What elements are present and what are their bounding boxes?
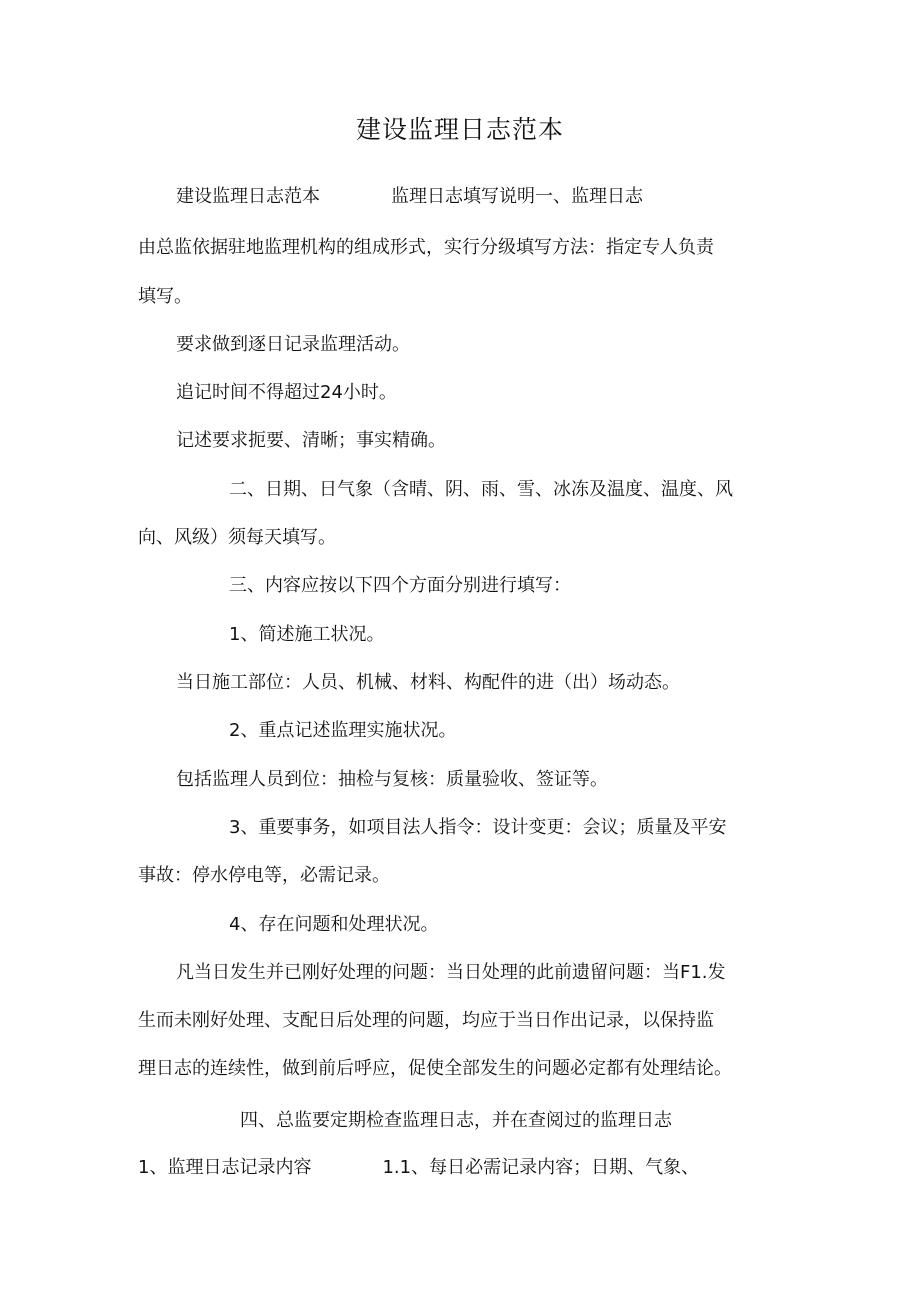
section-heading: 三、内容应按以下四个方面分别进行填写： bbox=[229, 575, 571, 596]
list-item: 1、简述施工状况。 bbox=[229, 624, 385, 645]
paragraph-line: 凡当日发生并已刚好处理的问题：当日处理的此前遗留问题：当F1.发 bbox=[176, 962, 726, 983]
closing-right: 1.1、每日必需记录内容；日期、气象、 bbox=[382, 1157, 700, 1178]
intro-subtitle: 监理日志填写说明一、监理日志 bbox=[391, 186, 643, 207]
list-item: 3、重要事务，如项目法人指令：设计变更：会议；质量及平安 bbox=[229, 817, 727, 838]
paragraph-line: 向、风级）须每天填写。 bbox=[138, 527, 336, 548]
page-title: 建设监理日志范本 bbox=[355, 115, 564, 144]
paragraph-line: 事故：停水停电等，必需记录。 bbox=[138, 865, 390, 886]
list-item: 2、重点记述监理实施状况。 bbox=[229, 720, 457, 741]
paragraph-line: 由总监依据驻地监理机构的组成形式，实行分级填写方法：指定专人负责 bbox=[138, 237, 714, 258]
paragraph-line: 当日施工部位：人员、机械、材料、构配件的进（出）场动态。 bbox=[176, 672, 680, 693]
paragraph-line: 追记时间不得超过24小时。 bbox=[176, 382, 397, 403]
list-item: 4、存在问题和处理状况。 bbox=[229, 914, 439, 935]
paragraph-line: 二、日期、日气象（含晴、阴、雨、雪、冰冻及温度、温度、风 bbox=[229, 479, 733, 500]
intro-title: 建设监理日志范本 bbox=[176, 186, 320, 207]
closing-line bbox=[138, 1155, 699, 1181]
paragraph-line: 要求做到逐日记录监理活动。 bbox=[176, 334, 410, 355]
paragraph-line: 生而未刚好处理、支配日后处理的问题，均应于当日作出记录，以保持监 bbox=[138, 1010, 714, 1031]
paragraph-line: 记述要求扼要、清晰；事实精确。 bbox=[176, 430, 446, 451]
paragraph-line: 填写。 bbox=[138, 286, 192, 307]
intro-line bbox=[176, 184, 643, 210]
paragraph-line: 包括监理人员到位：抽检与复核：质量验收、签证等。 bbox=[176, 769, 608, 790]
paragraph-line: 理日志的连续性，做到前后呼应，促使全部发生的问题必定都有处理结论。 bbox=[138, 1058, 732, 1079]
section-heading: 四、总监要定期检查监理日志，并在查阅过的监理日志 bbox=[240, 1110, 672, 1131]
closing-left: 1、监理日志记录内容 bbox=[138, 1157, 312, 1178]
